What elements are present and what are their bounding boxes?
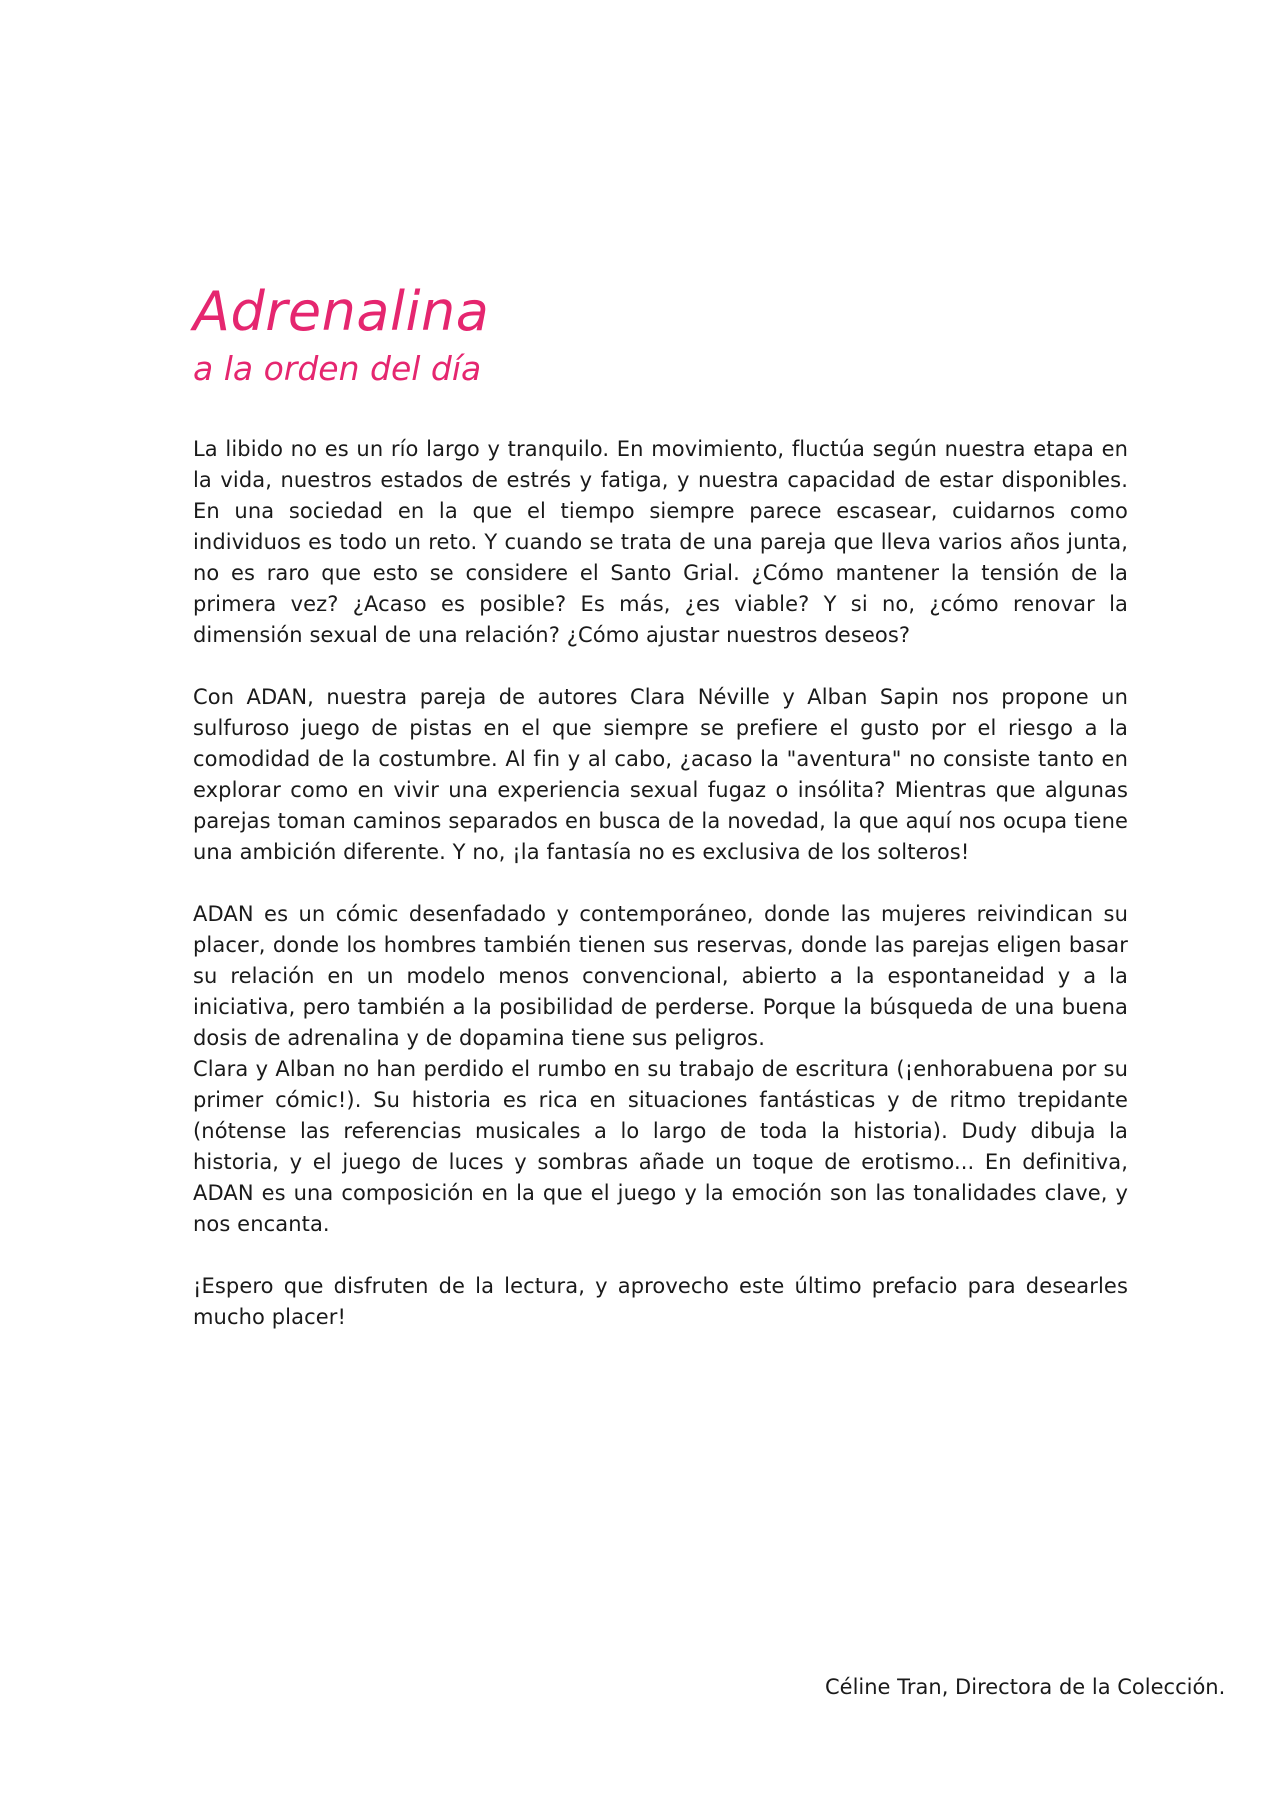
signature: Céline Tran, Directora de la Colección. (825, 1675, 1226, 1699)
paragraph-closing: ¡Espero que disfruten de la lectura, y aprovecho este último prefacio para desearles mucho placer! (193, 1274, 1128, 1329)
paragraph-adan-authors: Con ADAN, nuestra pareja de autores Clara Néville y Alban Sapin nos propone un sulfuroso juego de pistas en el que siempre se prefiere el gusto por el riesgo a la comodidad de la costumbre. Al fin y al cabo, ¿acaso la "aventura" no consiste tanto en explorar como en vivir una experiencia sexual fugaz o insólita? Mientras que algunas parejas toman caminos separados en busca de la novedad, la que aquí nos ocupa tiene una ambición diferente. Y no, ¡la fantasía no es exclusiva de los solteros! (193, 685, 1128, 864)
paragraph-libido: La libido no es un río largo y tranquilo. En movimiento, fluctúa según nuestra etapa en la vida, nuestros estados de estrés y fatiga, y nuestra capacidad de estar disponibles. En una sociedad en la que el tiempo siempre parece escasear, cuidarnos como individuos es todo un reto. Y cuando se trata de una pareja que lleva varios años junta, no es raro que esto se considere el Santo Grial. ¿Cómo mantener la tensión de la primera vez? ¿Acaso es posible? Es más, ¿es viable? Y si no, ¿cómo renovar la dimensión sexual de una relación? ¿Cómo ajustar nuestros deseos? (193, 437, 1128, 647)
preface-title: Adrenalina (193, 280, 490, 343)
paragraph-writing: Clara y Alban no han perdido el rumbo en su trabajo de escritura (¡enhorabuena por su primer cómic!). Su historia es rica en situaciones fantásticas y de ritmo trepidante (nótense las referencias musicales a lo largo de toda la historia). Dudy dibuja la historia, y el juego de luces y sombras añade un toque de erotismo... En definitiva, ADAN es una composición en la que el juego y la emoción son las tonalidades clave, y nos encanta. (193, 1057, 1128, 1236)
preface-content (193, 280, 1226, 1699)
preface-body (193, 434, 1128, 1333)
preface-subtitle: a la orden del día (193, 349, 482, 388)
paragraph-adan-comic: ADAN es un cómic desenfadado y contemporáneo, donde las mujeres reivindican su placer, donde los hombres también tienen sus reservas, donde las parejas eligen basar su relación en un modelo menos convencional, abierto a la espontaneidad y a la iniciativa, pero también a la posibilidad de perderse. Porque la búsqueda de una buena dosis de adrenalina y de dopamina tiene sus peligros. (193, 902, 1128, 1050)
